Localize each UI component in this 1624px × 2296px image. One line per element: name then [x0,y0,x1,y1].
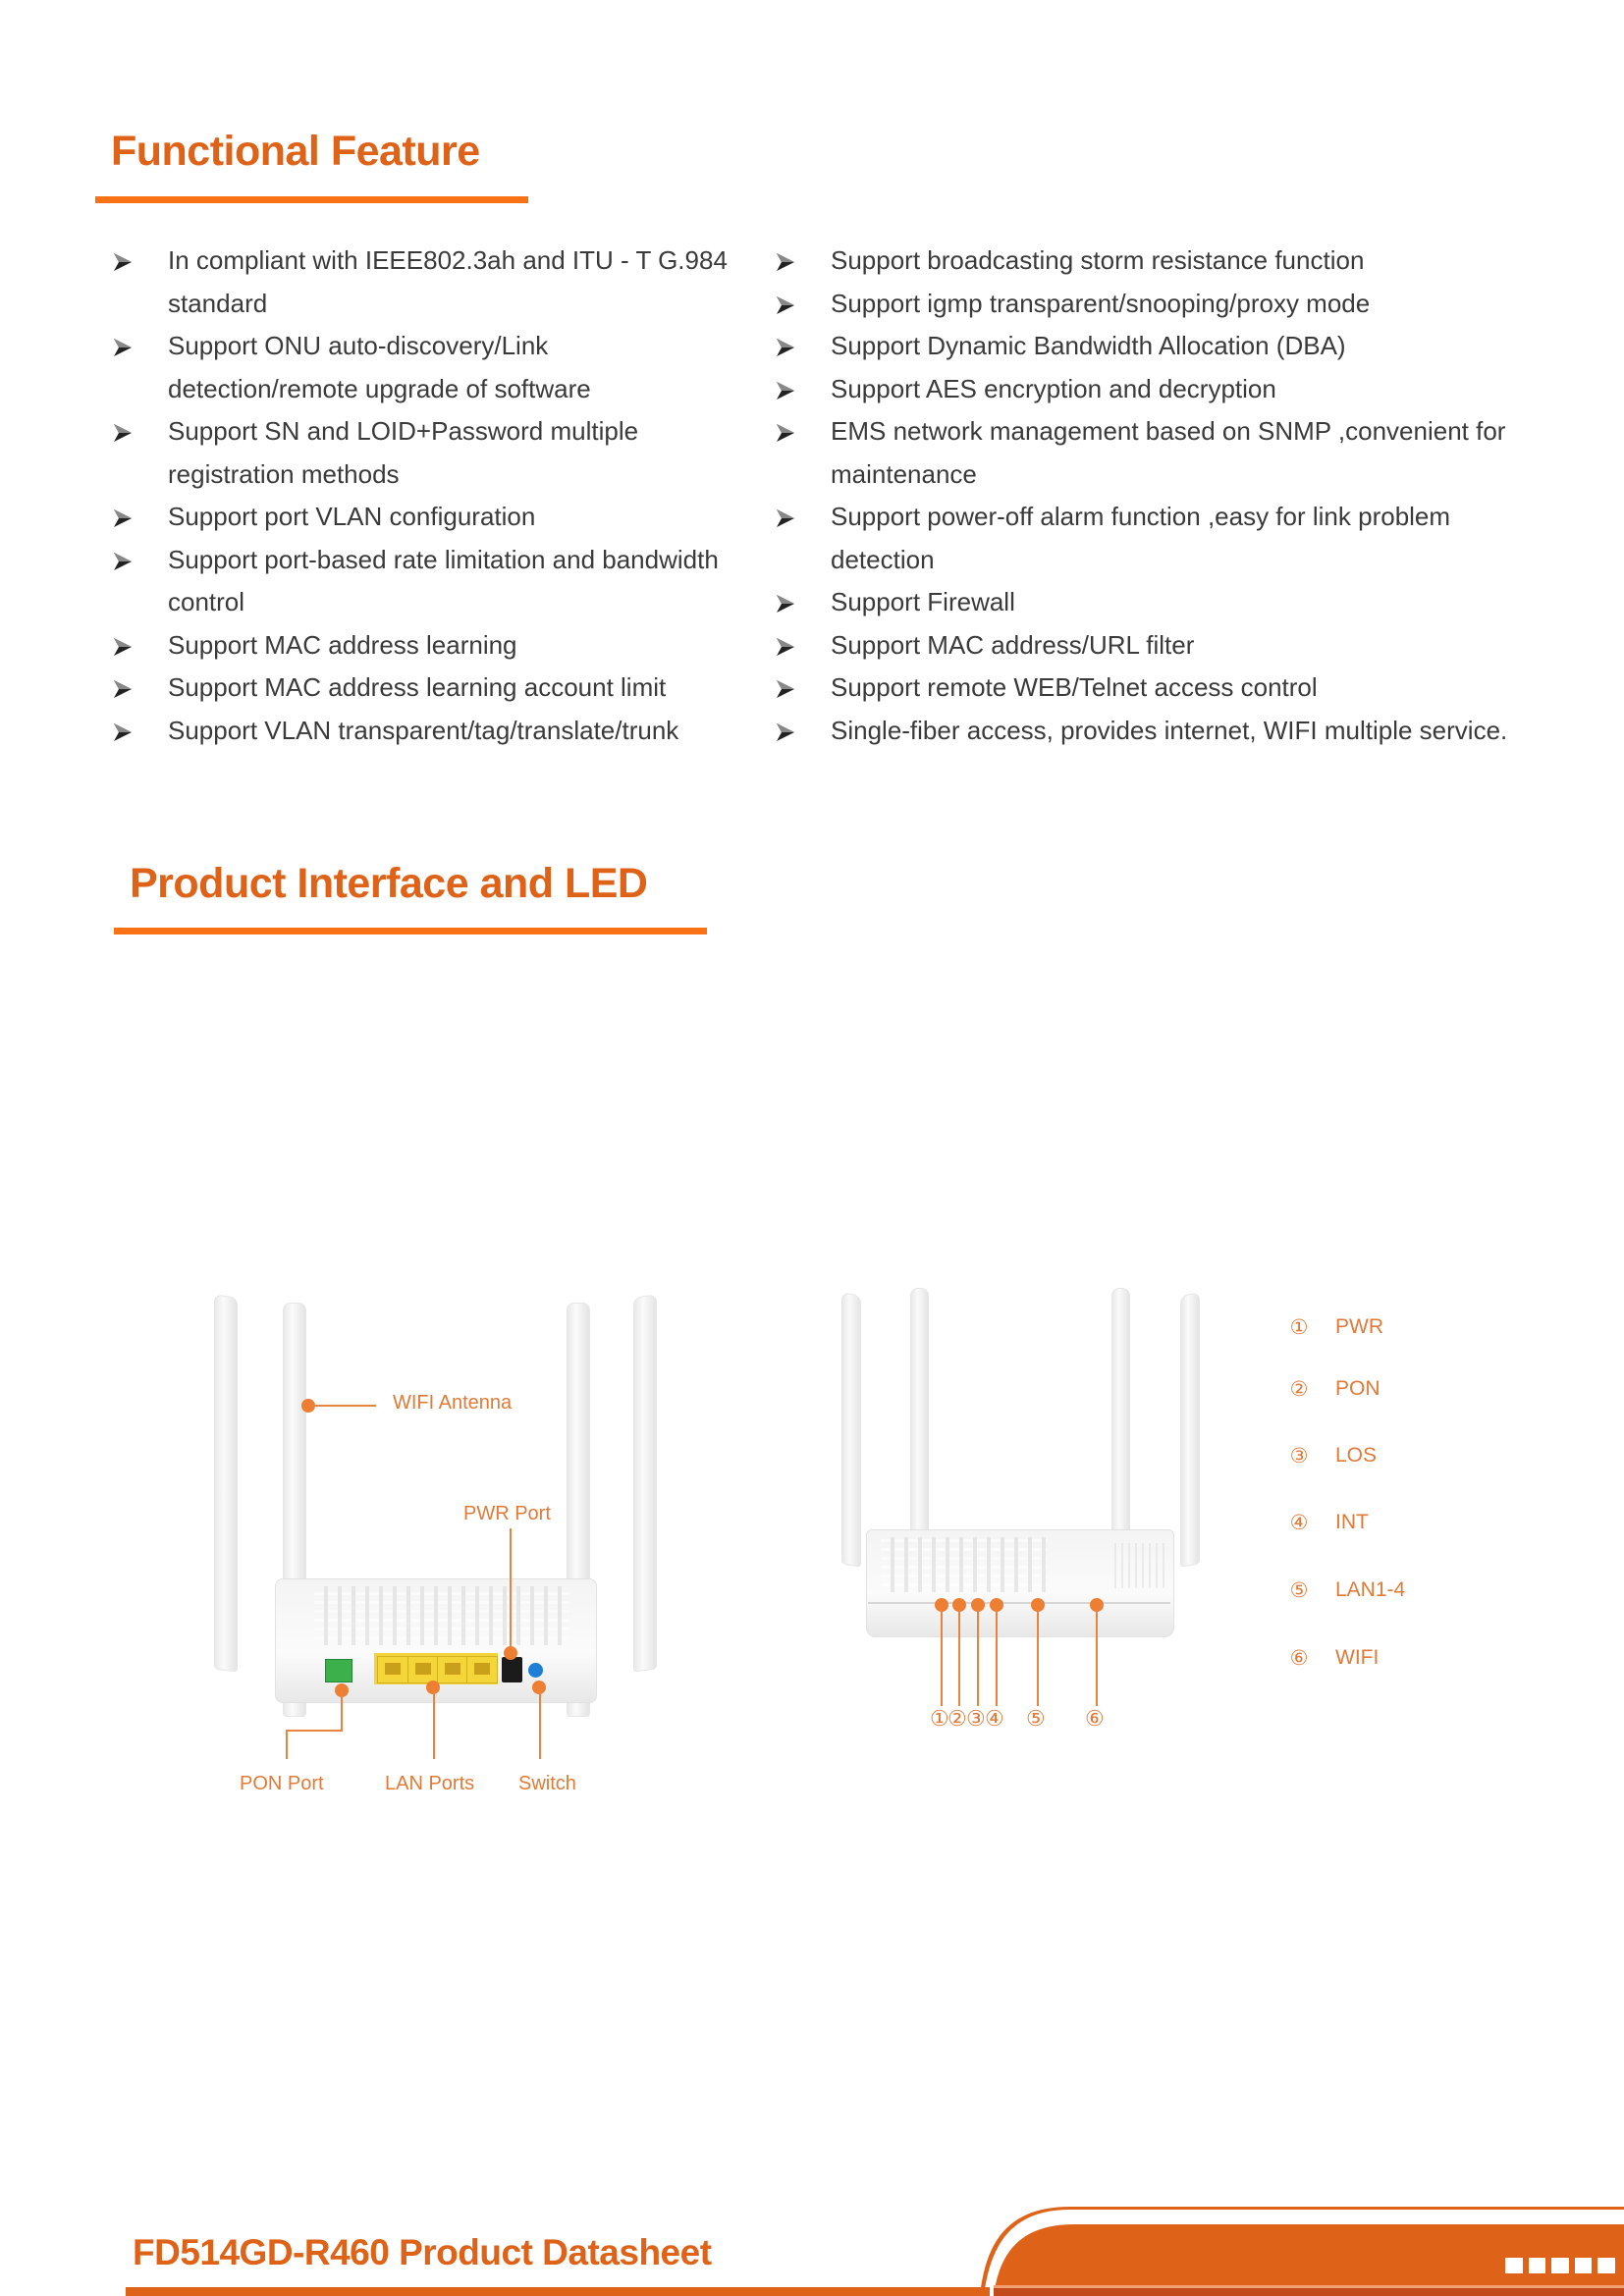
arrow-bullet-icon [113,496,152,539]
leader-line [996,1610,998,1706]
feature-item: In compliant with IEEE802.3ah and ITU - T G.984 standard [113,240,741,325]
arrow-bullet-icon [776,240,815,283]
square-icon [1551,2258,1569,2273]
arrow-bullet-icon [113,410,152,454]
leader-line [958,1610,960,1706]
section-title-functional-feature: Functional Feature [111,128,480,175]
footer-underline [126,2287,990,2296]
lan-port [437,1656,468,1683]
leader-line [286,1730,343,1732]
feature-item: Support AES encryption and decryption [776,368,1522,411]
feature-item: Support MAC address learning account limit [113,667,741,710]
leader-line [941,1610,943,1706]
antenna-1 [214,1294,238,1672]
feature-item: Support power-off alarm function ,easy for link problem detection [776,496,1522,581]
antenna-4 [633,1294,657,1672]
footer-title: FD514GD-R460 Product Datasheet [133,2232,712,2272]
marker-number: ① [930,1706,949,1731]
arrow-bullet-icon [776,283,815,326]
antenna-1 [841,1292,861,1568]
arrow-bullet-icon [113,710,152,753]
leader-line [1096,1610,1098,1706]
label-pon-port: PON Port [240,1773,324,1794]
leader-line [341,1690,343,1732]
front-edge [868,1602,1170,1604]
power-jack [502,1657,522,1682]
antenna-2 [910,1288,929,1540]
marker-number: ⑤ [1026,1706,1046,1731]
feature-item: Support remote WEB/Telnet access control [776,667,1522,710]
feature-item: Support MAC address learning [113,624,741,667]
arrow-bullet-icon [113,667,152,710]
leader-line [977,1610,979,1706]
leader-line [433,1688,435,1759]
arrow-bullet-icon [776,624,815,667]
arrow-bullet-icon [776,410,815,454]
marker-number: ③ [966,1706,986,1731]
arrow-bullet-icon [776,710,815,753]
feature-item: EMS network management based on SNMP ,convenient for maintenance [776,410,1522,496]
leader-line [510,1528,512,1651]
square-icon [1529,2258,1546,2273]
leader-line [1037,1610,1039,1706]
square-icon [1575,2258,1593,2273]
marker-number: ② [947,1706,967,1731]
vent-grille [314,1586,569,1645]
pon-port-connector [325,1659,352,1682]
footer-squares [1505,2258,1615,2273]
section-underline [114,928,707,934]
label-lan-ports: LAN Ports [385,1773,475,1794]
label-wifi-antenna: WIFI Antenna [393,1392,513,1414]
section-underline [95,196,528,203]
feature-item: Support port-based rate limitation and bandwidth control [113,539,741,624]
label-switch: Switch [518,1773,576,1794]
arrow-bullet-icon [776,368,815,411]
leader-line [539,1688,541,1759]
feature-item: Support igmp transparent/snooping/proxy mode [776,283,1522,326]
feature-item: Support Dynamic Bandwidth Allocation (DBA) [776,325,1522,368]
footer-decoration [972,2199,1624,2296]
section-title-product-interface: Product Interface and LED [130,860,648,907]
lan-port [407,1656,439,1683]
arrow-bullet-icon [113,539,152,582]
feature-item: Support port VLAN configuration [113,496,741,539]
marker-number: ④ [985,1706,1004,1731]
feature-item: Single-fiber access, provides internet, WIFI multiple service. [776,710,1522,753]
vent-grille [881,1537,1048,1592]
arrow-bullet-icon [113,240,152,283]
lan-port [466,1656,498,1683]
arrow-bullet-icon [776,325,815,368]
feature-item: Support VLAN transparent/tag/translate/trunk [113,710,741,753]
leader-line [286,1730,288,1759]
feature-item: Support MAC address/URL filter [776,624,1522,667]
pwr-port-marker [504,1646,517,1660]
lan-port [377,1656,408,1683]
square-icon [1597,2258,1615,2273]
arrow-bullet-icon [776,667,815,710]
leader-line [309,1405,376,1407]
arrow-bullet-icon [776,496,815,539]
label-pwr-port: PWR Port [463,1503,551,1524]
feature-list-left [113,240,741,752]
square-icon [1505,2258,1523,2273]
marker-number: ⑥ [1085,1706,1105,1731]
feature-list-right [776,240,1522,752]
feature-item: Support broadcasting storm resistance function [776,240,1522,283]
antenna-4 [1180,1292,1200,1568]
feature-item: Support ONU auto-discovery/Link detection/remote upgrade of software [113,325,741,410]
antenna-3 [1111,1288,1130,1540]
feature-item: Support Firewall [776,581,1522,624]
vent-grille [1110,1543,1164,1588]
feature-item: Support SN and LOID+Password multiple registration methods [113,410,741,496]
arrow-bullet-icon [776,581,815,624]
arrow-bullet-icon [113,325,152,368]
arrow-bullet-icon [113,624,152,667]
power-switch-button [528,1663,543,1678]
